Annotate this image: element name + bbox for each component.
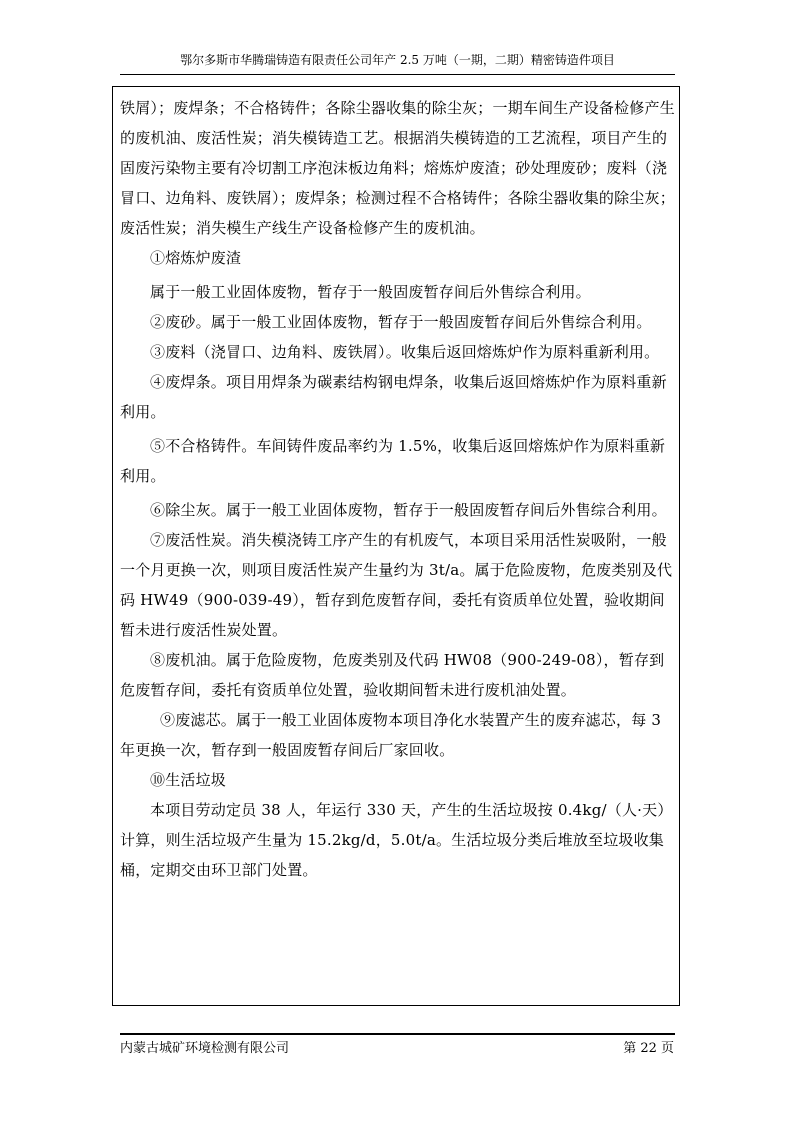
item-5: ⑤不合格铸件。车间铸件废品率约为 1.5%，收集后返回熔炼炉作为原料重新利用。: [120, 437, 666, 485]
footer-divider: [120, 1033, 675, 1035]
item-6: ⑥除尘灰。属于一般工业固体废物，暂存于一般固废暂存间后外售综合利用。: [150, 501, 667, 519]
footer-page-number: 第 22 页: [623, 1041, 674, 1056]
item-7: ⑦废活性炭。消失模浇铸工序产生的有机废气，本项目采用活性炭吸附，一般一个月更换一次，则项目废活性炭产生量约为 3t/a。属于危险废物，危废类别及代码 HW49（900-039-49），暂存到危废暂存间，委托有资质单位处置，验收期间暂未进行废活性炭处置。: [120, 531, 673, 639]
document-body: [120, 93, 676, 885]
item-1-title: ①熔炼炉废渣: [150, 249, 242, 267]
item-3: ③废料（浇冒口、边角料、废铁屑）。收集后返回熔炼炉作为原料重新利用。: [150, 343, 660, 361]
item-8: ⑧废机油。属于危险废物，危废类别及代码 HW08（900-249-08），暂存到危废暂存间，委托有资质单位处置，验收期间暂未进行废机油处置。: [120, 651, 665, 699]
intro-paragraph: 铁屑）；废焊条；不合格铸件；各除尘器收集的除尘灰；一期车间生产设备检修产生的废机油、废活性炭；消失模铸造工艺。根据消失模铸造的工艺流程，项目产生的固废污染物主要有冷切割工序泡沫板边角料；熔炼炉废渣；砂处理废砂；废料（浇冒口、边角料、废铁屑）；废焊条；检测过程不合格铸件；各除尘器收集的除尘灰；废活性炭；消失模生产线生产设备检修产生的废机油。: [120, 99, 675, 237]
item-1-body: 属于一般工业固体废物，暂存于一般固废暂存间后外售综合利用。: [150, 283, 591, 301]
footer-company: 内蒙古城矿环境检测有限公司: [120, 1041, 290, 1056]
item-9: ⑨废滤芯。属于一般工业固体废物本项目净化水装置产生的废弃滤芯，每 3 年更换一次，暂存到一般固废暂存间后厂家回收。: [120, 711, 662, 759]
page-header-title: 鄂尔多斯市华腾瑞铸造有限责任公司年产 2.5 万吨（一期，二期）精密铸造件项目: [180, 53, 615, 67]
header-divider: [120, 74, 675, 75]
item-10-title: ⑩生活垃圾: [150, 771, 227, 789]
item-4: ④废焊条。项目用焊条为碳素结构钢电焊条，收集后返回熔炼炉作为原料重新利用。: [120, 373, 667, 421]
item-10-body: 本项目劳动定员 38 人，年运行 330 天，产生的生活垃圾按 0.4kg/（人·天）计算，则生活垃圾产生量为 15.2kg/d，5.0t/a。生活垃圾分类后堆放至垃圾收集桶，定期交由环卫部门处置。: [120, 801, 673, 879]
item-2: ②废砂。属于一般工业固体废物，暂存于一般固废暂存间后外售综合利用。: [150, 313, 652, 331]
